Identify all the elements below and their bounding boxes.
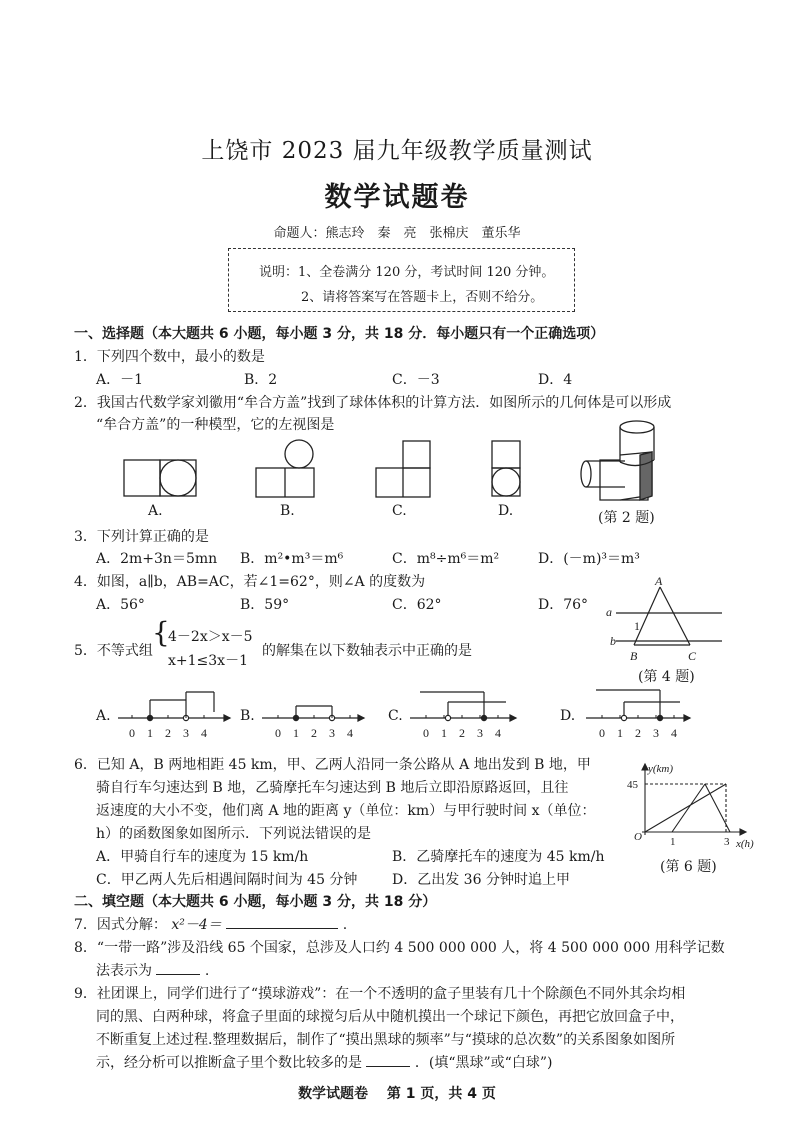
q6-ylabel: y(km) <box>648 763 674 775</box>
page-footer: 数学试题卷 第 1 页，共 4 页 <box>298 1086 496 1102</box>
q6-x1: 1 <box>670 836 676 848</box>
q6-option-c: C．甲乙两人先后相遇间隔时间为 45 分钟 <box>96 872 358 888</box>
q5-label-a: A. <box>96 708 111 724</box>
q6-line4: h）的函数图象如图所示．下列说法错误的是 <box>96 826 372 842</box>
q5-prefix: 5．不等式组 <box>74 643 153 659</box>
q4-label-A: A <box>655 574 663 588</box>
q9-line2: 同的黑、白两种球，将盒子里面的球搅匀后从中随机摸出一个球记下颜色，再把它放回盒子中， <box>96 1009 684 1025</box>
q5-tick-label-a: 1 <box>147 726 153 740</box>
q4-option-d: D．76° <box>538 597 589 613</box>
q4-option-c: C．62° <box>392 597 442 613</box>
q4-caption: (第 4 题) <box>638 669 695 685</box>
q1-option-d: D．4 <box>538 372 573 388</box>
q5-tick-label-d: 4 <box>671 726 677 740</box>
q5-ineq-1: 4－2x＞x－5 <box>168 629 253 645</box>
q5-tick-label-d: 0 <box>599 726 605 740</box>
instruction-1: 说明：1、全卷满分 120 分，考试时间 120 分钟。 <box>259 265 555 280</box>
q5-label-b: B. <box>240 708 255 724</box>
instruction-2: 2、请将答案写在答题卡上，否则不给分。 <box>301 290 544 305</box>
q8-line1: 8．“一带一路”涉及沿线 65 个国家，总涉及人口约 4 500 000 000 人，将 4 500 000 000 用科学记数 <box>74 940 725 956</box>
q3-option-c: C．m⁸÷m⁶＝m² <box>392 551 500 567</box>
q5-tick-label-a: 2 <box>165 726 171 740</box>
q7-stem: 7．因式分解： <box>74 917 167 933</box>
q5-tick-label-d: 1 <box>617 726 623 740</box>
q3-option-b: B．m²•m³＝m⁶ <box>240 551 344 567</box>
q2-label-b: B. <box>280 503 295 519</box>
authors-line: 命题人：熊志玲 秦 亮 张棉庆 董乐华 <box>273 226 521 241</box>
q9-answer-blank <box>366 1066 410 1067</box>
q7-expr: x²－4＝ <box>171 917 222 933</box>
q4-label-b: b <box>610 634 616 648</box>
q9-line3: 不断重复上述过程.整理数据后，制作了“摸出黑球的频率”与“摸球的总次数”的关系图象如图所 <box>96 1032 676 1048</box>
q9-line4-text: 示，经分析可以推断盒子里个数比较多的是 <box>96 1055 362 1071</box>
q2-label-c: C. <box>392 503 407 519</box>
q2-label-d: D. <box>498 503 514 519</box>
q2-label-a: A. <box>148 503 163 519</box>
q1-stem: 1．下列四个数中，最小的数是 <box>74 349 265 365</box>
q6-y45: 45 <box>627 779 638 791</box>
q5-label-d: D. <box>560 708 576 724</box>
q5-tick-label-d: 3 <box>653 726 659 740</box>
page-title: 上饶市 2023 届九年级教学质量测试 <box>201 138 593 164</box>
q4-label-1: 1 <box>634 619 640 633</box>
q7-end: . <box>342 917 348 933</box>
q5-tick-label-a: 0 <box>129 726 135 740</box>
q3-stem: 3．下列计算正确的是 <box>74 529 209 545</box>
q3-option-a: A．2m+3n＝5mn <box>96 551 218 567</box>
q6-caption: (第 6 题) <box>660 859 717 875</box>
q4-option-a: A．56° <box>96 597 145 613</box>
q5-ineq-2: x+1≤3x－1 <box>168 653 248 669</box>
q5-tick-label-c: 0 <box>423 726 429 740</box>
q2-stem-line1: 2．我国古代数学家刘徽用“牟合方盖”找到了球体体积的计算方法．如图所示的几何体是可以形成 <box>74 395 672 411</box>
q2-stem-line2: “牟合方盖”的一种模型，它的左视图是 <box>96 417 335 433</box>
q1-option-b: B．2 <box>244 372 278 388</box>
q5-tick-label-c: 2 <box>459 726 465 740</box>
q1-option-a: A．－1 <box>96 372 144 388</box>
q6-x3: 3 <box>724 836 730 848</box>
q5-tick-label-b: 1 <box>293 726 299 740</box>
q8-line2-text: 法表示为 <box>96 963 152 979</box>
q9-end: ．(填“黑球”或“白球”) <box>414 1055 553 1071</box>
q5-label-c: C. <box>388 708 403 724</box>
q5-tick-label-a: 4 <box>201 726 207 740</box>
page-subtitle: 数学试题卷 <box>324 182 470 213</box>
q7-line <box>74 914 347 934</box>
q4-label-a: a <box>606 605 612 619</box>
section-1-heading: 一、选择题（本大题共 6 小题，每小题 3 分，共 18 分．每小题只有一个正确选项） <box>74 326 605 342</box>
q4-stem: 4．如图，a∥b，AB=AC，若∠1=62°，则∠A 的度数为 <box>74 574 426 590</box>
q4-label-B: B <box>630 649 638 663</box>
q6-line3: 返速度的大小不变，他们离 A 地的距离 y（单位：km）与甲行驶时间 x（单位： <box>96 803 596 819</box>
q3-option-d: D．(－m)³＝m³ <box>538 551 640 567</box>
q6-xlabel: x(h) <box>736 838 754 850</box>
q9-line4 <box>96 1052 552 1072</box>
q6-origin: O <box>634 831 642 843</box>
q9-line1: 9．社团课上，同学们进行了“摸球游戏”：在一个不透明的盒子里装有几十个除颜色不同外其余均相 <box>74 986 686 1002</box>
q5-tick-label-c: 4 <box>495 726 501 740</box>
q4-option-b: B．59° <box>240 597 290 613</box>
q5-tick-label-c: 1 <box>441 726 447 740</box>
q7-answer-blank <box>226 928 338 929</box>
q5-tick-label-b: 2 <box>311 726 317 740</box>
q5-tick-label-d: 2 <box>635 726 641 740</box>
q5-tick-label-b: 0 <box>275 726 281 740</box>
q6-option-b: B．乙骑摩托车的速度为 45 km/h <box>392 849 605 865</box>
q4-label-C: C <box>688 649 697 663</box>
q5-tick-label-c: 3 <box>477 726 483 740</box>
q6-line1: 6．已知 A，B 两地相距 45 km，甲、乙两人沿同一条公路从 A 地出发到 B 地，甲 <box>74 757 591 773</box>
q8-line2 <box>96 960 209 980</box>
section-2-heading: 二、填空题（本大题共 6 小题，每小题 3 分，共 18 分） <box>74 894 437 910</box>
q5-tick-label-a: 3 <box>183 726 189 740</box>
q5-tick-label-b: 4 <box>347 726 353 740</box>
q6-option-a: A．甲骑自行车的速度为 15 km/h <box>96 849 309 865</box>
q5-tick-label-b: 3 <box>329 726 335 740</box>
q5-suffix: 的解集在以下数轴表示中正确的是 <box>262 643 472 659</box>
q1-option-c: C．－3 <box>392 372 440 388</box>
q6-line2: 骑自行车匀速达到 B 地，乙骑摩托车匀速达到 B 地后立即沿原路返回，且往 <box>96 780 569 796</box>
q5-brace: { <box>152 616 170 649</box>
q8-answer-blank <box>156 974 200 975</box>
q2-caption: (第 2 题) <box>598 510 655 526</box>
q8-end: . <box>204 963 210 979</box>
q6-option-d: D．乙出发 36 分钟时追上甲 <box>392 872 570 888</box>
